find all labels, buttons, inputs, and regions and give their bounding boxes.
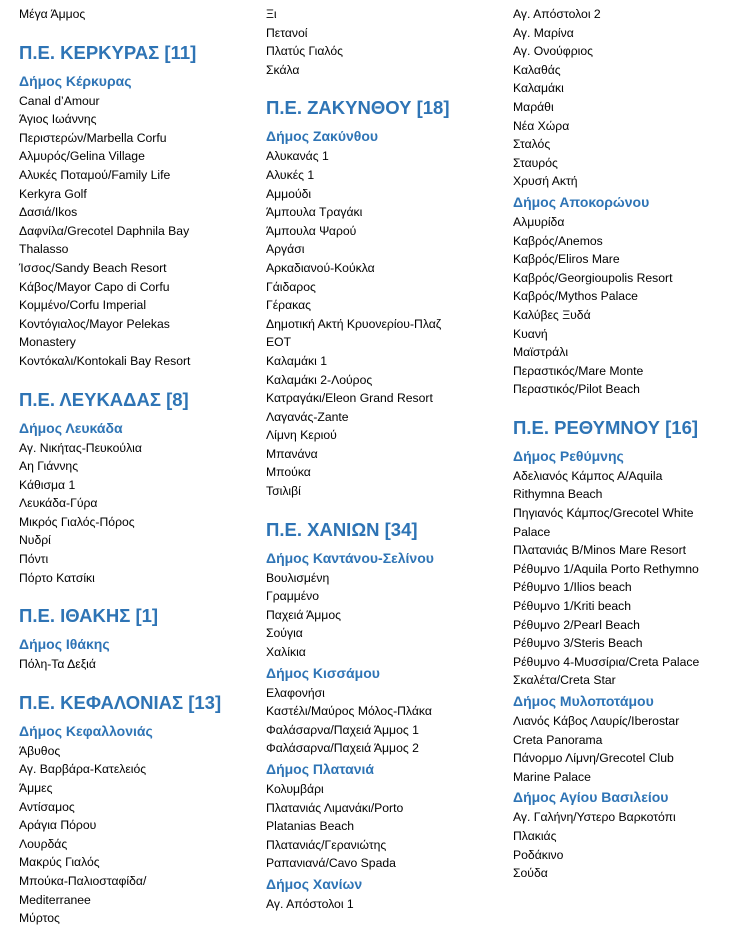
beach-item: Δημοτική Ακτή Κρυονερίου-Πλαζ xyxy=(266,316,442,331)
beach-item: Σούγια xyxy=(266,626,303,641)
beach-item: Αγ. Βαρβάρα-Κατελειός xyxy=(19,762,147,777)
column-3 xyxy=(513,5,733,883)
beach-item: Αγ. Γαλήνη/Υστερο Βαρκοτόπι xyxy=(513,810,676,825)
beach-item: Μαϊστράλι xyxy=(513,345,569,360)
municipality-chania xyxy=(266,873,504,914)
beach-item: Περιστερών/Marbella Corfu xyxy=(19,130,167,145)
beach-item: ΕΟΤ xyxy=(266,335,292,350)
beach-item: Δαφνίλα/Grecotel Daphnila Bay xyxy=(19,223,190,238)
beach-item: Ελαφονήσι xyxy=(266,685,325,700)
beach-item: Ραπανιανά/Cavo Spada xyxy=(266,856,396,871)
beach-item: Καλαμάκι 1 xyxy=(266,353,328,368)
beach-item: Λίμνη Κεριού xyxy=(266,428,337,443)
municipality-agios-vasileios xyxy=(513,786,733,882)
beach-item: Πετανοί xyxy=(266,25,308,40)
beach-item: Ρέθυμνο 1/Kriti beach xyxy=(513,599,632,614)
beach-item: Αράγια Πόρου xyxy=(19,818,97,833)
beach-item: Ρέθυμνο 4-Μυσσίρια/Creta Palace xyxy=(513,654,700,669)
beach-item: Κυανή xyxy=(513,326,548,341)
beach-item: Νέα Χώρα xyxy=(513,118,570,133)
beach-item: Καλαμάκι xyxy=(513,81,564,96)
beach-item: Αλυκανάς 1 xyxy=(266,149,329,164)
beach-item: Ρέθυμνο 1/Aquila Porto Rethymno xyxy=(513,561,699,576)
municipality-platanias xyxy=(266,758,504,873)
beach-item: Αδελιανός Κάμπος Α/Aquila xyxy=(513,468,663,483)
beach-item: Κοντόκαλι/Kontokali Bay Resort xyxy=(19,353,191,368)
beach-item: Κάθισμα 1 xyxy=(19,477,76,492)
beach-item: Πλατανιάς/Γερανιώτης xyxy=(266,837,387,852)
region-zakynthos xyxy=(266,96,504,500)
municipality-heading: Δήμος Καντάνου-Σελίνου xyxy=(266,549,434,566)
beach-item: Ίσσος/Sandy Beach Resort xyxy=(19,260,167,275)
beach-item: Λουρδάς xyxy=(19,836,68,851)
beach-item: Palace xyxy=(513,524,551,539)
column-1 xyxy=(19,5,247,928)
beach-item: Κολυμβάρι xyxy=(266,782,324,796)
beach-item: Γάιδαρος xyxy=(266,279,316,294)
region-ithaki xyxy=(19,604,247,674)
column-2 xyxy=(266,5,504,914)
beach-item: Πλατανιάς Β/Minos Mare Resort xyxy=(513,543,687,558)
beach-item: Χαλίκια xyxy=(266,645,306,660)
municipality-heading: Δήμος Πλατανιά xyxy=(266,761,374,777)
beach-item: Σούδα xyxy=(513,866,548,881)
beach-item: Αντίσαμος xyxy=(19,799,75,814)
beach-item: Περαστικός/Pilot Beach xyxy=(513,382,640,397)
beach-item: Περαστικός/Mare Monte xyxy=(513,363,644,378)
beach-item: Νυδρί xyxy=(19,533,51,548)
beach-item: Rithymna Beach xyxy=(513,487,603,502)
region-heading: Π.Ε. ΡΕΘΥΜΝΟΥ [16] xyxy=(513,416,699,438)
beach-item: Μέγα Άμμος xyxy=(19,7,86,21)
municipality-mylopotamos xyxy=(513,690,733,786)
continuation-block xyxy=(19,5,247,24)
region-heading: Π.Ε. ΧΑΝΙΩΝ [34] xyxy=(266,518,418,540)
beach-item: Γραμμένο xyxy=(266,589,320,604)
beach-item: Πλακιάς xyxy=(513,828,557,843)
beach-item: Αργάσι xyxy=(266,242,305,257)
beach-item: Σκάλα xyxy=(266,62,300,77)
beach-item: Marine Palace xyxy=(513,769,591,784)
beach-item: Thalasso xyxy=(19,242,69,257)
beach-item: Άμπουλα Ψαρού xyxy=(266,223,357,238)
beach-item: Ρέθυμνο 1/Ilios beach xyxy=(513,580,632,595)
region-lefkada xyxy=(19,388,247,588)
beach-item: Αγ. Μαρίνα xyxy=(513,25,574,40)
beach-item: Αγ. Απόστολοι 1 xyxy=(266,896,354,911)
beach-item: Αμμούδι xyxy=(266,186,312,201)
beach-item: Πηγιανός Κάμπος/Grecotel White xyxy=(513,506,694,521)
beach-item: Σταυρός xyxy=(513,155,558,170)
beach-item: Μύρτος xyxy=(19,911,60,926)
beach-item: Ρέθυμνο 3/Steris Beach xyxy=(513,636,643,651)
beach-item: Λαγανάς-Zante xyxy=(266,409,349,424)
beach-item: Πόλη-Τα Δεξιά xyxy=(19,657,96,672)
beach-item: Creta Panorama xyxy=(513,732,603,747)
beach-item: Αλμυρίδα xyxy=(513,214,565,229)
beach-item: Καστέλι/Μαύρος Μόλος-Πλάκα xyxy=(266,704,432,719)
region-heading: Π.Ε. ΛΕΥΚΑΔΑΣ [8] xyxy=(19,388,189,410)
beach-item: Καβρός/Anemos xyxy=(513,233,603,248)
beach-item: Καλύβες Ξυδά xyxy=(513,307,591,322)
beach-item: Πόντι xyxy=(19,552,49,567)
beach-item: Γέρακας xyxy=(266,298,311,313)
beach-item: Καβρός/Georgioupolis Resort xyxy=(513,270,673,285)
municipality-heading: Δήμος Ρεθύμνης xyxy=(513,447,624,464)
beach-item: Αλμυρός/Gelina Village xyxy=(19,149,145,164)
beach-item: Mediterranee xyxy=(19,892,91,907)
beach-item: Πάνορμο Λίμνη/Grecotel Club xyxy=(513,751,674,766)
beach-item: Platanias Beach xyxy=(266,819,355,834)
beach-item: Τσιλιβί xyxy=(266,484,301,499)
beach-item: Αη Γιάννης xyxy=(19,459,79,474)
municipality-heading: Δήμος Κισσάμου xyxy=(266,664,380,681)
beach-item: Χρυσή Ακτή xyxy=(513,174,578,189)
beach-item: Μπούκα-Παλιοσταφίδα/ xyxy=(19,874,147,888)
beach-item: Πλατανιάς Λιμανάκι/Porto xyxy=(266,800,404,815)
beach-item: Βουλισμένη xyxy=(266,570,330,585)
region-heading: Π.Ε. ΖΑΚΥΝΘΟΥ [18] xyxy=(266,97,450,119)
beach-item: Παχειά Άμμος xyxy=(266,607,341,622)
beach-item: Καλαμάκι 2-Λούρος xyxy=(266,372,373,387)
municipality-heading: Δήμος Ζακύνθου xyxy=(266,128,379,145)
beach-item: Αλυκές 1 xyxy=(266,167,315,182)
beach-item: Ξι xyxy=(266,7,277,21)
municipality-heading: Δήμος Κεφαλλονιάς xyxy=(19,722,153,739)
beach-item: Άγιος Ιωάννης xyxy=(19,112,97,127)
beach-item: Άβυθος xyxy=(19,743,61,758)
beach-item: Αγ. Νικήτας-Πευκούλια xyxy=(19,440,142,455)
beach-item: Μαράθι xyxy=(513,99,554,114)
beach-item: Canal d’Amour xyxy=(19,93,100,108)
beach-item: Κοντόγιαλος/Mayor Pelekas xyxy=(19,316,170,331)
beach-item: Πόρτο Κατσίκι xyxy=(19,570,95,585)
beach-item: Kerkyra Golf xyxy=(19,186,87,201)
beach-item: Ρέθυμνο 2/Pearl Beach xyxy=(513,617,640,632)
municipality-kissamos xyxy=(266,662,504,758)
beach-item: Μπούκα xyxy=(266,465,311,480)
region-heading: Π.Ε. ΙΘΑΚΗΣ [1] xyxy=(19,605,159,627)
beach-item: Κατραγάκι/Eleon Grand Resort xyxy=(266,391,433,406)
beach-item: Ροδάκινο xyxy=(513,847,564,862)
beach-item: Πλατύς Γιαλός xyxy=(266,44,343,59)
beach-item: Λιανός Κάβος Λαυρίς/Iberostar xyxy=(513,714,680,728)
beach-item: Καλαθάς xyxy=(513,62,561,77)
beach-item: Άμμες xyxy=(19,781,53,796)
beach-item: Μακρύς Γιαλός xyxy=(19,855,100,870)
continuation-block xyxy=(513,5,733,191)
municipality-heading: Δήμος Αγίου Βασιλείου xyxy=(513,789,669,806)
region-heading: Π.Ε. ΚΕΡΚΥΡΑΣ [11] xyxy=(19,41,197,63)
beach-item: Αγ. Ονούφριος xyxy=(513,44,593,59)
beach-item: Κομμένο/Corfu Imperial xyxy=(19,298,147,313)
region-chania xyxy=(266,518,504,662)
municipality-heading: Δήμος Λευκάδα xyxy=(19,419,123,436)
region-rethymno xyxy=(513,416,733,690)
beach-item: Φαλάσαρνα/Παχειά Άμμος 1 xyxy=(266,722,419,737)
region-heading: Π.Ε. ΚΕΦΑΛΟΝΙΑΣ [13] xyxy=(19,691,222,713)
municipality-heading: Δήμος Κέρκυρας xyxy=(19,72,132,89)
beach-item: Καβρός/Eliros Mare xyxy=(513,252,620,267)
beach-item: Φαλάσαρνα/Παχειά Άμμος 2 xyxy=(266,741,419,756)
municipality-heading: Δήμος Αποκορώνου xyxy=(513,193,650,210)
beach-item: Monastery xyxy=(19,335,76,350)
municipality-heading: Δήμος Χανίων xyxy=(266,875,363,892)
municipality-heading: Δήμος Μυλοποτάμου xyxy=(513,693,654,709)
beach-item: Μπανάνα xyxy=(266,446,318,461)
municipality-apokoronas xyxy=(513,191,733,399)
beach-item: Αλυκές Ποταμού/Family Life xyxy=(19,167,171,182)
beach-item: Σταλός xyxy=(513,137,551,152)
beach-item: Μικρός Γιαλός-Πόρος xyxy=(19,514,135,529)
beach-item: Καβρός/Mythos Palace xyxy=(513,289,638,304)
beach-item: Άμπουλα Τραγάκι xyxy=(266,205,363,220)
beach-item: Δασιά/Ikos xyxy=(19,205,78,220)
beach-item: Αγ. Απόστολοι 2 xyxy=(513,7,601,21)
beach-item: Σκαλέτα/Creta Star xyxy=(513,673,616,688)
continuation-block xyxy=(266,5,504,79)
region-kefalonia xyxy=(19,691,247,928)
beach-item: Λευκάδα-Γύρα xyxy=(19,496,98,511)
beach-item: Αρκαδιανού-Κούκλα xyxy=(266,260,375,275)
municipality-heading: Δήμος Ιθάκης xyxy=(19,636,110,653)
region-kerkyra xyxy=(19,41,247,371)
beach-item: Κάβος/Mayor Capo di Corfu xyxy=(19,279,170,294)
